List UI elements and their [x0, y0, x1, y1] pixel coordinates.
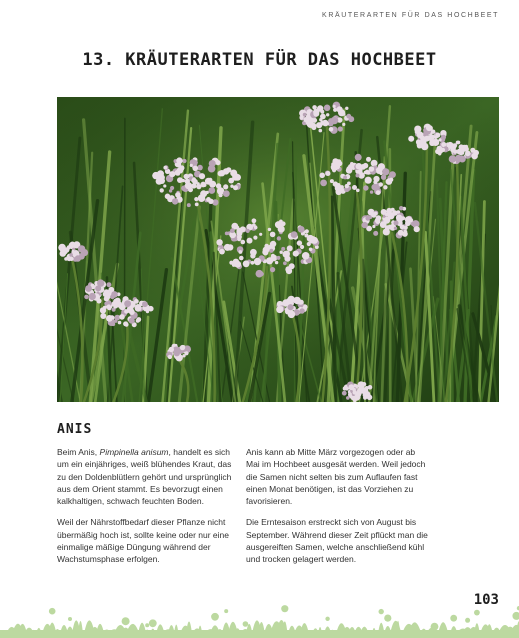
paragraph-intro-rest: , handelt es sich um ein einjähriges, weiß blühendes Kraut, das zu den Doldenblütlern gehört und ursprünglich aus dem Orient stammt. Es bevorzugt einen kalkhaltigen, schwach feuchten Boden. — [57, 447, 232, 507]
paragraph-intro-start: Beim Anis, — [57, 447, 100, 457]
running-head: KRÄUTERARTEN FÜR DAS HOCHBEET — [322, 12, 499, 19]
chapter-title: 13. KRÄUTERARTEN FÜR DAS HOCHBEET — [82, 50, 437, 70]
herb-photo — [57, 97, 499, 402]
paragraph-fertilizing: Weil der Nährstoffbedarf dieser Pflanze nicht übermäßig hoch ist, sollte keine oder nur eine einmalige mäßige Düngung während der Wachstumsphase erfolgen. — [57, 517, 229, 565]
herb-photo-art — [57, 97, 499, 402]
page-number: 103 — [473, 592, 499, 608]
plant-silhouette-border-icon — [0, 604, 519, 638]
text-column-right — [246, 446, 431, 575]
paragraph-harvest: Die Erntesaison erstreckt sich von August bis September. Während dieser Zeit pflückt man die ausgereiften Samen, welche anschließend kühl und trocken gelagert werden. — [246, 517, 428, 565]
section-title: ANIS — [57, 422, 93, 437]
botanical-name: Pimpinella anisum — [99, 447, 169, 457]
paragraph-intro — [57, 446, 242, 507]
text-column-left — [57, 446, 242, 575]
paragraph-sowing: Anis kann ab Mitte März vorgezogen oder ab Mai im Hochbeet ausgesät werden. Weil jedoch die Samen nicht selten bis zum Auflaufen fast einen Monat benötigen, ist das Vorziehen zu favorisieren. — [246, 447, 426, 507]
